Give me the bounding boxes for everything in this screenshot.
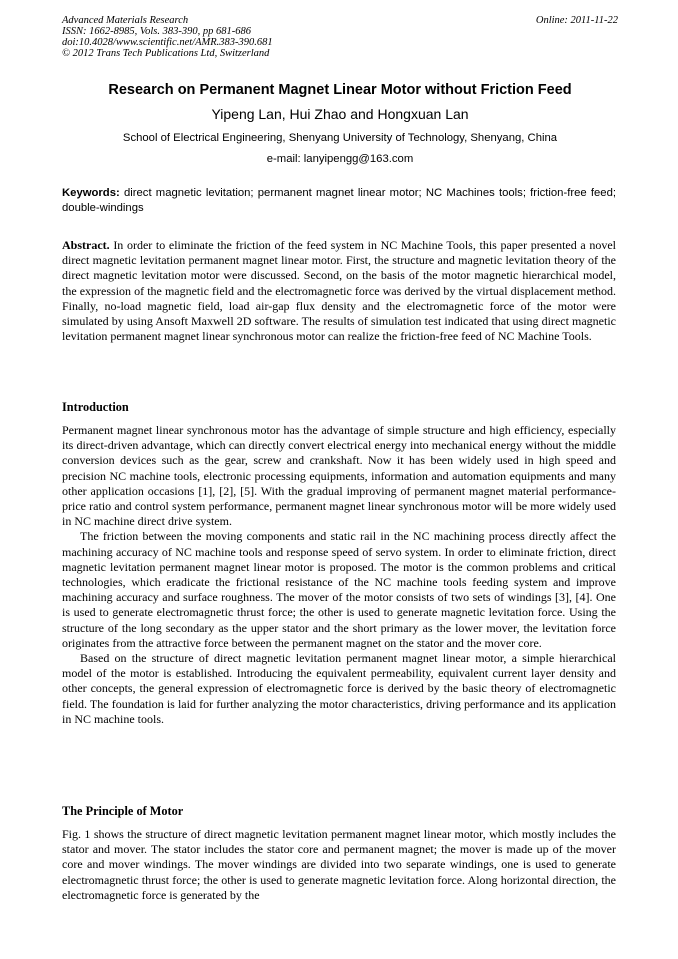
keywords-block bbox=[62, 186, 616, 216]
online-date: Online: 2011-11-22 bbox=[535, 15, 618, 26]
abstract-block bbox=[62, 238, 616, 344]
paragraph: Permanent magnet linear synchronous motor has the advantage of simple structure and high efficiency, especially its direct-driven advantage, which can directly convert electrical energy into mechanical energy without the middle conversion devices such as the gear, screw and crankshaft. Now it has been widely used in high speed and precision NC machine tools, electronic processing equipments, information and automation equipments and many other application occasions [1], [2], [5]. With the gradual improving of permanent magnet material performance-price ratio and control system performance, permanent magnet linear synchronous motor will be more widely used in NC machine direct drive system. bbox=[62, 423, 616, 529]
paper-title: Research on Permanent Magnet Linear Motor without Friction Feed bbox=[108, 82, 572, 98]
keywords-text: direct magnetic levitation; permanent magnet linear motor; NC Machines tools; friction-free feed; double-windings bbox=[62, 187, 616, 214]
introduction-section bbox=[62, 423, 616, 727]
section-heading-principle: The Principle of Motor bbox=[62, 804, 184, 818]
doi-line: doi:10.4028/www.scientific.net/AMR.383-390.681 bbox=[62, 37, 273, 48]
paragraph: Based on the structure of direct magnetic levitation permanent magnet linear motor, a simple hierarchical model of the motor is established. Introducing the equivalent permeability, equivalent current layer density and other concepts, the general expression of electromagnetic force is derived by the basic theory of electromagnetic field. The foundation is laid for further analyzing the motor characteristics, driving performance and its application in NC machine tools. bbox=[62, 651, 616, 726]
email-address: e-mail: lanyipengg@163.com bbox=[266, 153, 414, 165]
author-list: Yipeng Lan, Hui Zhao and Hongxuan Lan bbox=[211, 106, 469, 122]
issn-line: ISSN: 1662-8985, Vols. 383-390, pp 681-686 bbox=[62, 26, 251, 37]
paragraph: Fig. 1 shows the structure of direct magnetic levitation permanent magnet linear motor, which mostly includes the stator and mover. The stator includes the stator core and permanent magnet; the mover is made up of the mover core and mover windings. The mover windings are divided into two separate windings, one is used to generate electromagnetic thrust force; the other is used to generate magnetic levitation force. Along horizontal direction, the electromagnetic force is generated by the bbox=[62, 827, 616, 902]
section-heading-introduction: Introduction bbox=[62, 400, 129, 414]
keywords-label: Keywords: bbox=[62, 187, 120, 199]
running-header bbox=[62, 15, 618, 59]
principle-section bbox=[62, 827, 616, 903]
paragraph: The friction between the moving components and static rail in the NC machining process directly affect the machining accuracy of NC machine tools and response speed of servo system. In order to eliminate friction, direct magnetic levitation permanent magnet linear motor is proposed. The motor is the common problems and critical technologies, which eradicate the frictional resistance of the NC machine tools feeding system and improve machining accuracy and surface roughness. The mover of the motor consists of two sets of windings [3], [4]. One is used to generate electromagnetic thrust force; the other is used to generate magnetic levitation force. Using the structure of the long secondary as the upper stator and the short primary as the lower mover, the levitation force originates from the attractive force between the permanent magnet on the stator and the mover core. bbox=[62, 529, 616, 650]
journal-name: Advanced Materials Research bbox=[62, 15, 189, 26]
copyright-line: © 2012 Trans Tech Publications Ltd, Switzerland bbox=[62, 48, 270, 59]
affiliation: School of Electrical Engineering, Shenyang University of Technology, Shenyang, China bbox=[122, 132, 558, 144]
abstract-text: In order to eliminate the friction of the feed system in NC Machine Tools, this paper presented a novel direct magnetic levitation permanent magnet linear motor. First, the structure and magnetic levitation theory of the direct magnetic levitation motor were discussed. Second, on the basis of the motor magnetic hierarchical model, the expression of the magnetic field and the electromagnetic force was derived by the virtual displacement method. Finally, no-load magnetic field, load air-gap flux density and the electromagnetic force of the motor were simulated by using Ansoft Maxwell 2D software. The results of simulation test indicated that using direct magnetic levitation permanent magnet linear synchronous motor can realize the friction-free feed of NC Machine Tools. bbox=[62, 238, 617, 344]
abstract-label: Abstract. bbox=[62, 238, 110, 252]
